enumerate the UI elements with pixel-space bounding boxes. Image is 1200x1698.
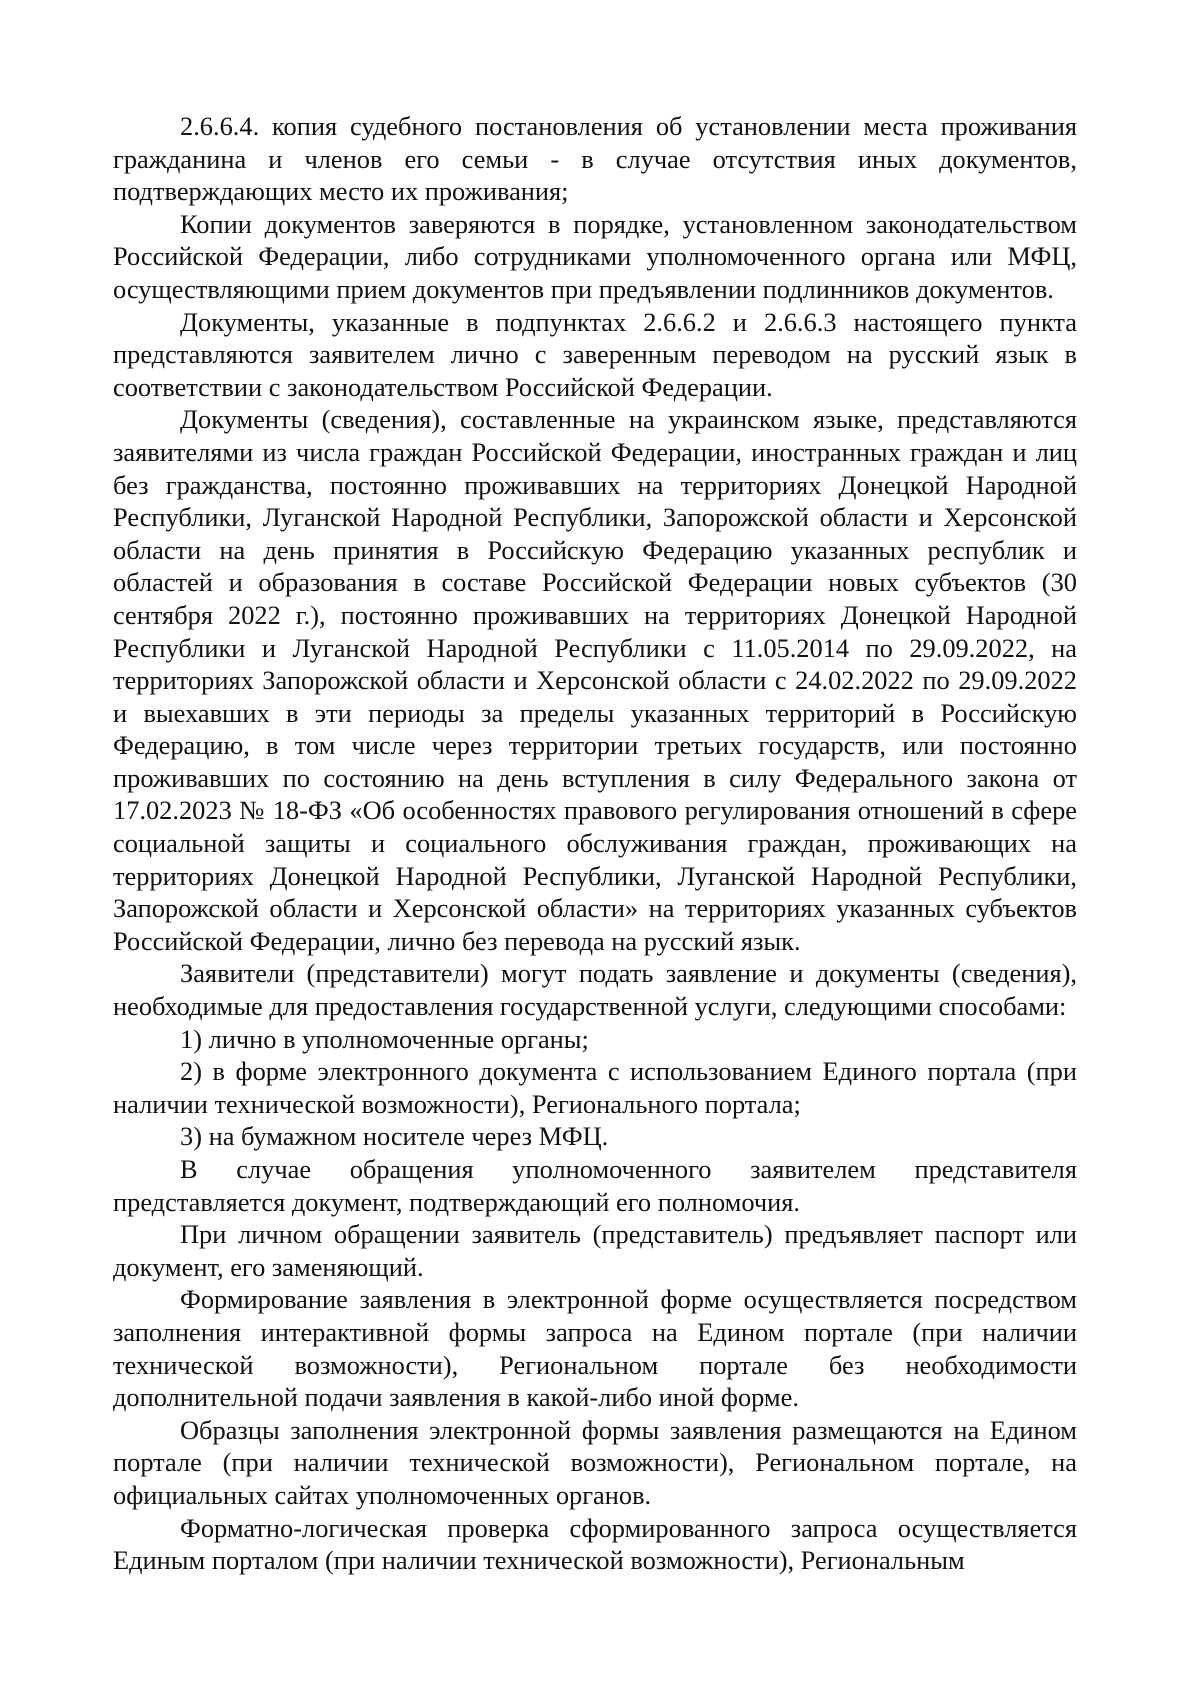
paragraph-translation-requirement: Документы, указанные в подпунктах 2.6.6.2 и 2.6.6.3 настоящего пункта представляются заявителем лично с заверенным переводом на русский язык в соответствии с законодательством Российской Федерации. (113, 306, 1077, 402)
list-item-in-person: 1) лично в уполномоченные органы; (180, 1023, 589, 1054)
paragraph-personal-appeal: При личном обращении заявитель (представитель) предъявляет паспорт или документ, его заменяющий. (113, 1219, 1077, 1282)
document-body (113, 110, 1077, 1577)
paragraph-ukrainian-documents: Документы (сведения), составленные на украинском языке, представляются заявителями из числа граждан Российской Федерации, иностранных граждан и лиц без гражданства, постоянно проживавших на территориях Донецкой Народной Республики, Луганской Народной Республики, Запорожской области и Херсонской области на день принятия в Российскую Федерацию указанных республик и областей и образования в составе Российской Федерации новых субъектов (30 сентября 2022 г.), постоянно проживавших на территориях Донецкой Народной Республики и Луганской Народной Республики с 11.05.2014 по 29.09.2022, на территориях Запорожской области и Херсонской области с 24.02.2022 по 29.09.2022 и выехавших в эти периоды за пределы указанных территорий в Российскую Федерацию, в том числе через территории третьих государств, или постоянно проживавших по состоянию на день вступления в силу Федерального закона от 17.02.2023 № 18-ФЗ «Об особенностях правового регулирования отношений в сфере социальной защиты и социального обслуживания граждан, проживающих на территориях Донецкой Народной Республики, Луганской Народной Республики, Запорожской области и Херсонской области» на территориях указанных субъектов Российской Федерации, лично без перевода на русский язык. (113, 404, 1077, 956)
list-item-paper-mfc: 3) на бумажном носителе через МФЦ. (180, 1121, 609, 1152)
paragraph-electronic-form: Формирование заявления в электронной форме осуществляется посредством заполнения интерактивной формы запроса на Едином портале (при наличии технической возможности), Региональном портале без необходимости дополнительной подачи заявления в какой-либо иной форме. (113, 1284, 1077, 1413)
paragraph-representative: В случае обращения уполномоченного заявителем представителя представляется документ, подтверждающий его полномочия. (113, 1154, 1077, 1217)
paragraph-submission-methods: Заявители (представители) могут подать заявление и документы (сведения), необходимые для предоставления государственной услуги, следующими способами: (113, 958, 1077, 1022)
paragraph-copies-certification: Копии документов заверяются в порядке, установленном законодательством Российской Федерации, либо сотрудниками уполномоченного органа или МФЦ, осуществляющими прием документов при предъявлении подлинников документов. (113, 208, 1077, 304)
paragraph-form-samples: Образцы заполнения электронной формы заявления размещаются на Едином портале (при наличии технической возможности), Региональном портале, на официальных сайтах уполномоченных органов. (113, 1414, 1077, 1510)
paragraph-2-6-6-4: 2.6.6.4. копия судебного постановления об установлении места проживания гражданина и членов его семьи - в случае отсутствия иных документов, подтверждающих место их проживания; (113, 111, 1077, 207)
list-item-electronic: 2) в форме электронного документа с использованием Единого портала (при наличии технической возможности), Регионального портала; (113, 1056, 1077, 1119)
paragraph-format-check: Форматно-логическая проверка сформированного запроса осуществляется Единым порталом (при наличии технической возможности), Региональным (113, 1512, 1077, 1576)
